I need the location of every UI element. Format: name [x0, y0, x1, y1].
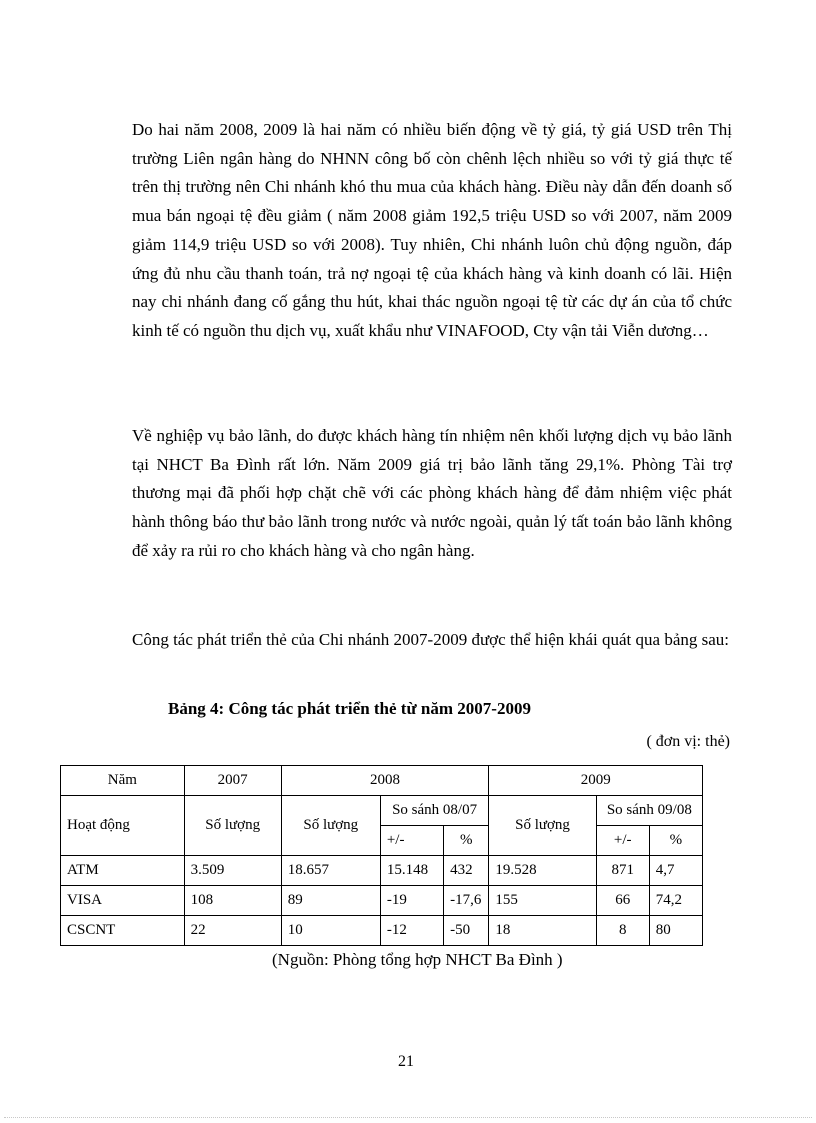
header-diff-0807: +/- — [380, 826, 443, 856]
header-nam: Năm — [61, 766, 185, 796]
header-2007: 2007 — [184, 766, 281, 796]
cell-pct-0908: 74,2 — [649, 886, 702, 916]
table-unit: ( đơn vị: thẻ) — [646, 733, 730, 750]
cell-pct-0908: 80 — [649, 916, 702, 946]
cell-name: CSCNT — [61, 916, 185, 946]
cell-2007: 3.509 — [184, 856, 281, 886]
cell-2008: 89 — [281, 886, 380, 916]
card-development-table — [60, 765, 703, 946]
cell-2008: 18.657 — [281, 856, 380, 886]
cell-2008: 10 — [281, 916, 380, 946]
cell-2007: 22 — [184, 916, 281, 946]
table-row-cscnt — [61, 916, 703, 946]
header-compare-0908: So sánh 09/08 — [596, 796, 702, 826]
paragraph-guarantee: Về nghiệp vụ bảo lãnh, do được khách hàng tín nhiệm nên khối lượng dịch vụ bảo lãnh tại NHCT Ba Đình rất lớn. Năm 2009 giá trị bảo lãnh tăng 29,1%. Phòng Tài trợ thương mại đã phối hợp chặt chẽ với các phòng khách hàng để đảm nhiệm việc phát hành thông báo thư bảo lãnh trong nước và nước ngoài, quản lý tất toán bảo lãnh không để xảy ra rủi ro cho khách hàng và cho ngân hàng. — [132, 426, 732, 560]
table-row-atm — [61, 856, 703, 886]
cell-diff-0807: -19 — [380, 886, 443, 916]
cell-pct-0807: -50 — [444, 916, 489, 946]
cell-name: ATM — [61, 856, 185, 886]
cell-2009: 19.528 — [489, 856, 596, 886]
footer-divider — [4, 1117, 812, 1118]
paragraph-card-intro: Công tác phát triển thẻ của Chi nhánh 2007-2009 được thể hiện khái quát qua bảng sau: — [132, 630, 730, 649]
header-hoat-dong: Hoạt động — [61, 796, 185, 856]
header-2009: 2009 — [489, 766, 703, 796]
cell-2009: 155 — [489, 886, 596, 916]
header-so-luong-2009: Số lượng — [489, 796, 596, 856]
cell-diff-0908: 66 — [596, 886, 649, 916]
paragraph-forex: Do hai năm 2008, 2009 là hai năm có nhiều biến động về tỷ giá, tỷ giá USD trên Thị trường Liên ngân hàng do NHNN công bố còn chênh lệch nhiều so với tỷ giá thực tế trên thị trường nên Chi nhánh khó thu mua của khách hàng. Điều này dẫn đến doanh số mua bán ngoại tệ đều giảm ( năm 2008 giảm 192,5 triệu USD so với 2007, năm 2009 giảm 114,9 triệu USD so với 2008). Tuy nhiên, Chi nhánh luôn chủ động nguồn, đáp ứng đủ nhu cầu thanh toán, trả nợ ngoại tệ của khách hàng và kinh doanh có lãi. Hiện nay chi nhánh đang cố gắng thu hút, khai thác nguồn ngoại tệ từ các dự án của tổ chức kinh tế có nguồn thu dịch vụ, xuất khẩu như VINAFOOD, Cty vận tải Viễn dương… — [132, 120, 732, 340]
cell-pct-0908: 4,7 — [649, 856, 702, 886]
cell-diff-0807: 15.148 — [380, 856, 443, 886]
page-number: 21 — [398, 1053, 414, 1070]
header-row-sub1 — [61, 796, 703, 826]
header-2008: 2008 — [281, 766, 489, 796]
header-compare-0807: So sánh 08/07 — [380, 796, 489, 826]
header-pct-0807: % — [444, 826, 489, 856]
table-title: Bảng 4: Công tác phát triển thẻ từ năm 2007-2009 — [168, 699, 531, 718]
cell-pct-0807: -17,6 — [444, 886, 489, 916]
cell-diff-0807: -12 — [380, 916, 443, 946]
cell-pct-0807: 432 — [444, 856, 489, 886]
header-row-years — [61, 766, 703, 796]
cell-name: VISA — [61, 886, 185, 916]
cell-2007: 108 — [184, 886, 281, 916]
header-diff-0908: +/- — [596, 826, 649, 856]
cell-diff-0908: 871 — [596, 856, 649, 886]
header-so-luong-2007: Số lượng — [184, 796, 281, 856]
header-so-luong-2008: Số lượng — [281, 796, 380, 856]
header-pct-0908: % — [649, 826, 702, 856]
table-row-visa — [61, 886, 703, 916]
cell-diff-0908: 8 — [596, 916, 649, 946]
cell-2009: 18 — [489, 916, 596, 946]
table-source: (Nguồn: Phòng tổng hợp NHCT Ba Đình ) — [272, 950, 563, 969]
